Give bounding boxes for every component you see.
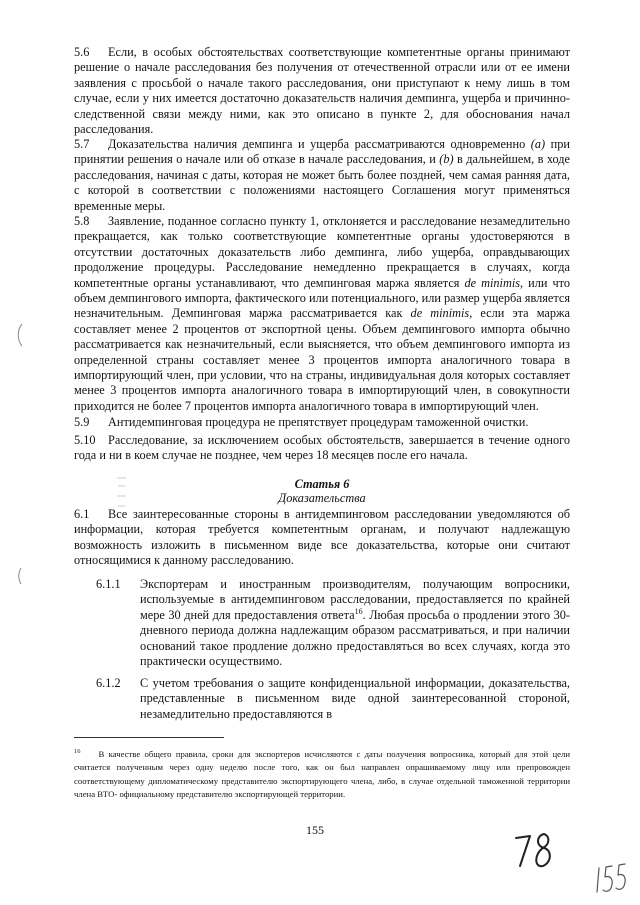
paragraph-text: . Любая просьба о продлении этого 30-дневного периода должна надлежащим образом рассматриваться, и при наличии оснований такое продление должно предоставляться во всех случаях, когда это практически осуществимо. — [140, 607, 570, 669]
footnote-16 — [74, 748, 570, 802]
paragraph-5-9 — [74, 415, 570, 430]
paragraph-5-7 — [74, 137, 570, 214]
list-marker-a: (a) — [530, 137, 546, 151]
paragraph-5-6 — [74, 45, 570, 137]
paragraph-number: 5.8 — [74, 214, 90, 228]
paragraph-number: 5.6 — [74, 45, 90, 59]
footnote-divider — [74, 737, 224, 738]
handwritten-corner-number — [594, 858, 630, 898]
paragraph-6-1-1 — [96, 577, 570, 669]
paragraph-text: , или что объем демпингового импорта, фактического или потенциального, или размер ущерба является незначительным. Демпинговая маржа рассматривается как — [74, 275, 570, 321]
paragraph-text: , если эта маржа составляет менее 2 процентов от экспортной цены. Объем демпингового импорта обычно рассматривается как незначительный, если выясняется, что объем демпингового импорта из определенной страны составляет менее 3 процентов импорта аналогичного товара в импортирующий член, при условии, что на страны, индивидуальная доля которых составляет менее 3 процентов импорта аналогичного товара в импортирующий член, в совокупности приходится не более 7 процентов импорта аналогичного товара в импортирующий член. — [74, 306, 570, 413]
footnote-number: 16 — [74, 748, 81, 756]
paragraph-6-1-2 — [96, 676, 570, 722]
paragraph-number: 6.1 — [74, 507, 90, 521]
paragraph-5-10 — [74, 433, 570, 464]
article-title: Статья 6 — [294, 477, 350, 491]
margin-bracket-mark — [14, 322, 24, 348]
paragraph-text: Экспортерам и иностранным производителям, получающим вопросники, используемые в антидемпинговом расследовании, предоставляется по крайней мере 30 дней для предоставления ответа — [140, 577, 570, 622]
paragraph-number: 5.10 — [74, 433, 96, 447]
latin-term: de minimis — [410, 306, 470, 321]
paragraph-text: в дальнейшем, в ходе расследования, начиная с даты, которая не может быть более поздней, чем самая ранняя дата, с которой в соответствии с положениями настоящего Соглашения могут применяться временные меры. — [74, 152, 571, 213]
paragraph-text: Расследование, за исключением особых обстоятельств, завершается в течение одного года и ни в коем случае не позднее, чем через 18 месяцев после его начала. — [74, 433, 570, 463]
paragraph-text: Доказательства наличия демпинга и ущерба рассматриваются одновременно — [108, 137, 526, 151]
latin-term: de minimis — [464, 275, 521, 290]
paragraph-number: 6.1.1 — [96, 577, 121, 591]
paragraph-5-8 — [74, 214, 570, 414]
paragraph-text: при принятии решения о начале или об отказе в начале расследования, и — [74, 137, 570, 167]
article-subtitle: Доказательства — [278, 491, 366, 505]
footnote-reference[interactable]: 16 — [354, 606, 363, 616]
paragraph-number: 5.7 — [74, 137, 90, 151]
paragraph-text: Если, в особых обстоятельствах соответствующие компетентные органы принимают решение о начале расследования без получения от отечественной отрасли или от ее имени заявления с просьбой о начале такого расследования, они приступают к нему лишь в том случае, если у них имеется достаточно доказательств наличия демпинга, ущерба и причинно-следственной связи между ними, как это описано в пункте 2, для обоснования начал расследования. — [74, 45, 570, 137]
footnote-text: В качестве общего правила, сроки для экспортеров исчисляются с даты получения вопросника, который для этой цели считается полученным через одну неделю после того, как он был направлен опрашиваемому лицу или препровожден соответствующему дипломатическому представителю экспортирующего члена, либо, в случае отдельной таможенной территории члена ВТО- официальному представителю экспортирующей территории. — [74, 749, 570, 800]
paragraph-text: Все заинтересованные стороны в антидемпинговом расследовании уведомляются об информации, которая требуется компетентным органам, и получают надлежащую возможность изложить в письменном виде все доказательства, которые они считают относящимися к данному расследованию. — [74, 507, 570, 568]
page-number: 155 — [306, 823, 324, 837]
margin-bracket-mark — [14, 566, 24, 586]
paragraph-text: Заявление, поданное согласно пункту 1, отклоняется и расследование незамедлительно прекращается, как только соответствующие компетентные органы удостоверяются в отсутствии достаточных доказательств либо демпинга, либо ущерба, оправдывающих продолжение процедуры. Расследование немедленно прекращается в случаях, когда компетентные органы устанавливают, что демпинговая маржа является — [74, 214, 570, 290]
handwritten-sheet-number — [512, 828, 558, 872]
paragraph-6-1 — [74, 507, 570, 569]
list-marker-b: (b) — [439, 152, 454, 167]
paragraph-number: 5.9 — [74, 415, 90, 429]
paragraph-text: С учетом требования о защите конфиденциальной информации, доказательства, представленные в письменном виде одной заинтересованной стороной, незамедлительно предоставляются в — [140, 676, 570, 721]
scan-artifact-mark — [114, 474, 130, 514]
paragraph-number: 6.1.2 — [96, 676, 121, 690]
paragraph-text: Антидемпинговая процедура не препятствует процедурам таможенной очистки. — [108, 415, 529, 429]
